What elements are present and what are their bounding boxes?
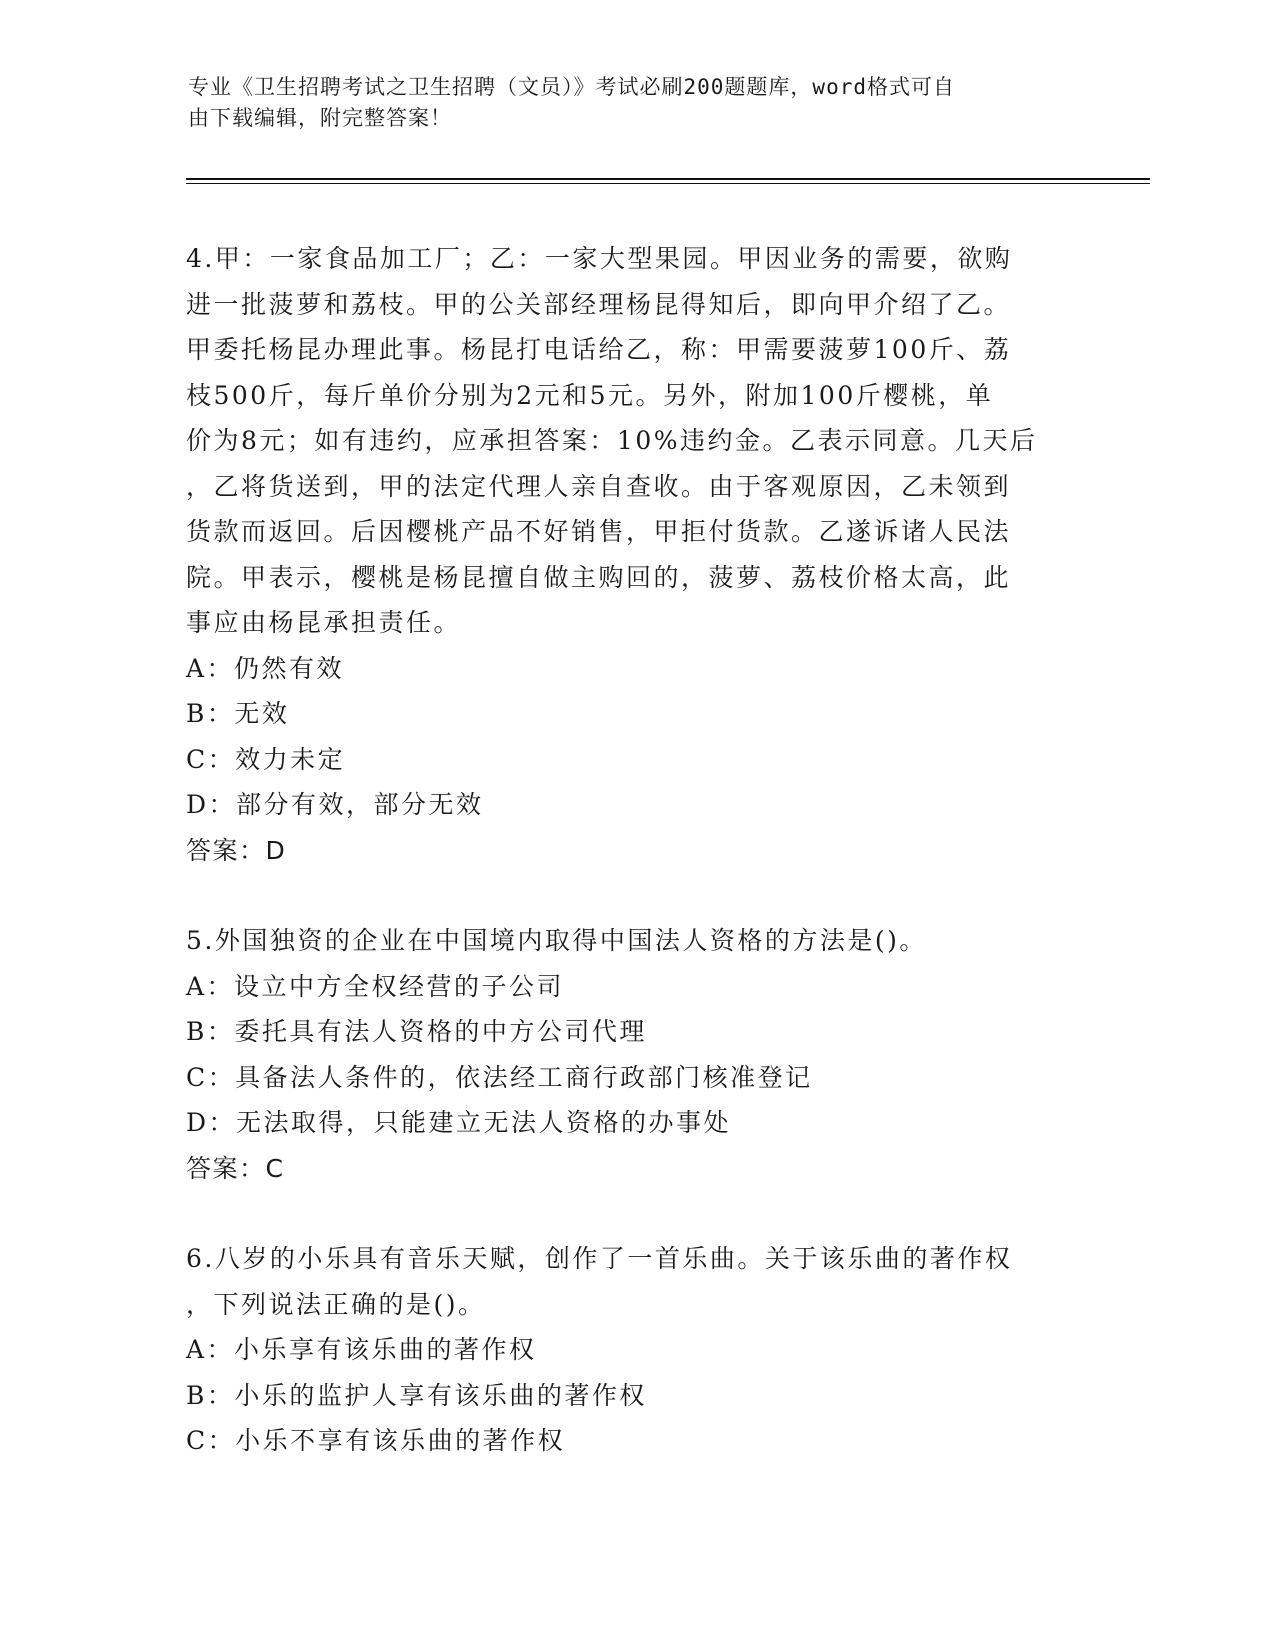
option-b: B：委托具有法人资格的中方公司代理 <box>186 1017 647 1046</box>
stem-line: 事应由杨昆承担责任。 <box>186 608 462 637</box>
option-a: A：设立中方全权经营的子公司 <box>186 971 565 1001</box>
question-4 <box>186 236 1066 873</box>
answer: 答案：D <box>186 835 287 865</box>
stem-line: 枝500斤，每斤单价分别为2元和5元。另外，附加100斤樱桃，单 <box>186 380 994 410</box>
stem-line: ，乙将货送到，甲的法定代理人亲自查收。由于客观原因，乙未领到 <box>186 471 1012 501</box>
option-b: B：无效 <box>186 699 290 728</box>
question-list <box>186 236 1066 1464</box>
question-5 <box>186 918 1066 1191</box>
option-c: C：小乐不享有该乐曲的著作权 <box>186 1426 566 1455</box>
question-6 <box>186 1236 1066 1464</box>
option-a: A：仍然有效 <box>186 653 345 683</box>
option-b: B：小乐的监护人享有该乐曲的著作权 <box>186 1380 647 1410</box>
option-a: A：小乐享有该乐曲的著作权 <box>186 1335 537 1364</box>
stem-line: 院。甲表示，樱桃是杨昆擅自做主购回的，菠萝、荔枝价格太高，此 <box>186 562 1012 592</box>
stem-line: 6.八岁的小乐具有音乐天赋，创作了一首乐曲。关于该乐曲的著作权 <box>186 1244 1013 1273</box>
option-c: C：具备法人条件的，依法经工商行政部门核准登记 <box>186 1062 813 1092</box>
header-line-1: 专业《卫生招聘考试之卫生招聘（文员）》考试必刷200题题库，word格式可自 <box>188 75 955 99</box>
question-stem <box>186 236 1066 646</box>
stem-line: ，下列说法正确的是()。 <box>186 1289 486 1319</box>
option-c: C：效力未定 <box>186 744 346 774</box>
option-d: D：部分有效，部分无效 <box>186 790 484 819</box>
header-rule-thick <box>186 178 1150 180</box>
answer: 答案：C <box>186 1153 285 1183</box>
question-stem <box>186 1236 1066 1327</box>
stem-line: 甲委托杨昆办理此事。杨昆打电话给乙，称：甲需要菠萝100斤、荔 <box>186 335 1012 364</box>
stem-line: 价为8元；如有违约，应承担答案：10%违约金。乙表示同意。几天后 <box>186 426 1038 455</box>
stem-line: 货款而返回。后因樱桃产品不好销售，甲拒付货款。乙遂诉诸人民法 <box>186 517 1012 546</box>
stem-line: 进一批菠萝和荔枝。甲的公关部经理杨昆得知后，即向甲介绍了乙。 <box>186 289 1012 319</box>
option-d: D：无法取得，只能建立无法人资格的办事处 <box>186 1108 732 1137</box>
stem-line: 5.外国独资的企业在中国境内取得中国法人资格的方法是()。 <box>186 926 927 955</box>
header-line-2: 由下载编辑，附完整答案！ <box>188 106 452 130</box>
header-rule-thin <box>186 183 1150 184</box>
question-stem <box>186 918 1066 964</box>
document-header <box>188 72 1068 134</box>
stem-line: 4.甲：一家食品加工厂；乙：一家大型果园。甲因业务的需要，欲购 <box>186 244 1013 273</box>
